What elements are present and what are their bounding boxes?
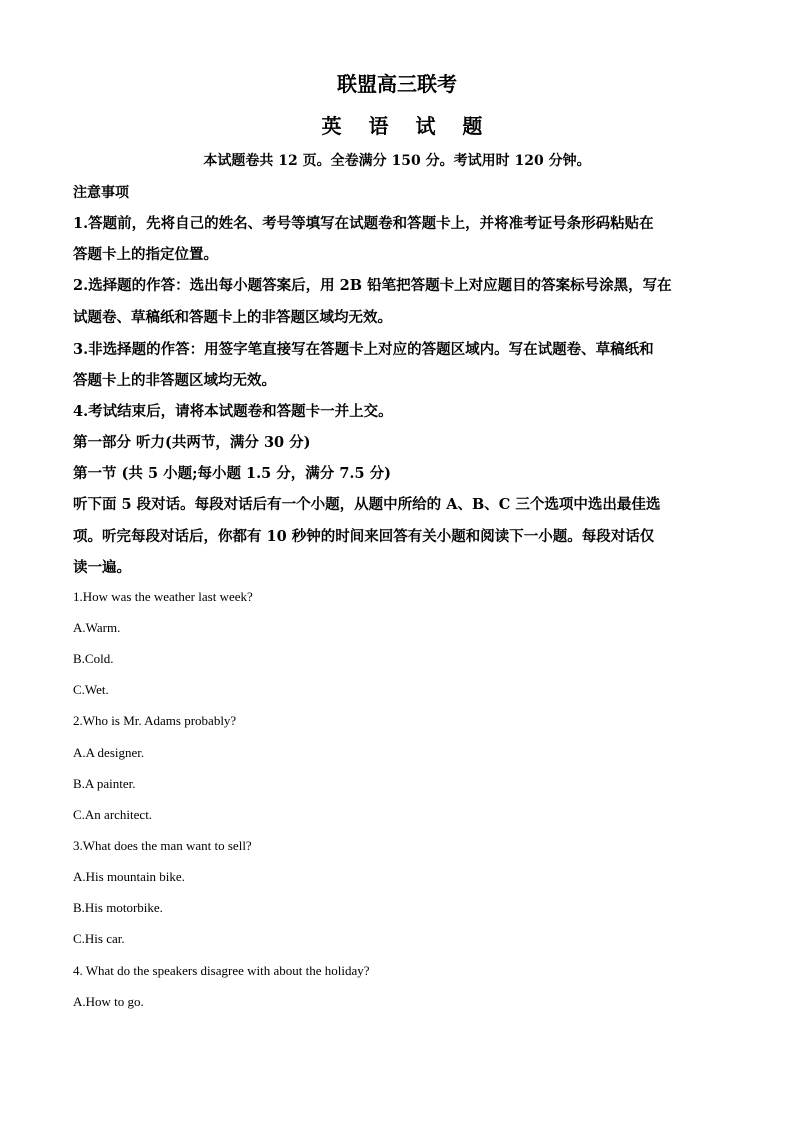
question-1-option-c: C.Wet. <box>73 682 109 697</box>
directions-line-3: 读一遍。 <box>73 559 131 576</box>
notes-heading: 注意事项 <box>73 185 129 201</box>
directions-line-2: 项。听完每段对话后，你都有 10 秒钟的时间来回答有关小题和阅读下一小题。每段对话仅 <box>73 528 655 545</box>
note-item-3-line-2: 答题卡上的非答题区域均无效。 <box>73 372 276 389</box>
directions-line-1: 听下面 5 段对话。每段对话后有一个小题，从题中所给的 A、B、C 三个选项中选出最佳选 <box>73 496 661 513</box>
question-3-stem: 3.What does the man want to sell? <box>73 838 252 853</box>
question-1-option-b: B.Cold. <box>73 651 114 666</box>
question-2-option-b: B.A painter. <box>73 776 136 791</box>
question-1-stem: 1.How was the weather last week? <box>73 589 253 604</box>
note-item-3-line-1: 3.非选择题的作答：用签字笔直接写在答题卡上对应的答题区域内。写在试题卷、草稿纸和 <box>73 341 654 358</box>
question-2-option-a: A.A designer. <box>73 745 145 760</box>
part1-title: 第一部分 听力(共两节，满分 30 分) <box>73 434 311 451</box>
note-item-1-line-2: 答题卡上的指定位置。 <box>73 246 218 263</box>
question-2-option-c: C.An architect. <box>73 807 153 822</box>
note-item-1-line-1: 1.答题前，先将自己的姓名、考号等填写在试题卷和答题卡上，并将准考证号条形码粘贴在 <box>73 215 654 232</box>
question-3-option-c: C.His car. <box>73 931 125 946</box>
question-3-option-a: A.His mountain bike. <box>73 869 185 884</box>
note-item-2-line-1: 2.选择题的作答：选出每小题答案后，用 2B 铅笔把答题卡上对应题目的答案标号涂黑，写在 <box>73 277 672 294</box>
question-4-option-a: A.How to go. <box>73 994 144 1009</box>
question-4-stem: 4. What do the speakers disagree with about the holiday? <box>73 963 370 978</box>
note-item-2-line-2: 试题卷、草稿纸和答题卡上的非答题区域均无效。 <box>73 309 392 326</box>
question-3-option-b: B.His motorbike. <box>73 900 163 915</box>
note-item-4: 4.考试结束后，请将本试题卷和答题卡一并上交。 <box>73 403 393 420</box>
question-2-stem: 2.Who is Mr. Adams probably? <box>73 713 237 728</box>
subject-title: 英 语 试 题 <box>321 114 493 138</box>
exam-summary: 本试题卷共 12 页。全卷满分 150 分。考试用时 120 分钟。 <box>203 153 591 169</box>
question-1-option-a: A.Warm. <box>73 620 121 635</box>
exam-title: 联盟高三联考 <box>337 72 457 96</box>
section1-title: 第一节 (共 5 小题;每小题 1.5 分，满分 7.5 分) <box>73 465 391 482</box>
